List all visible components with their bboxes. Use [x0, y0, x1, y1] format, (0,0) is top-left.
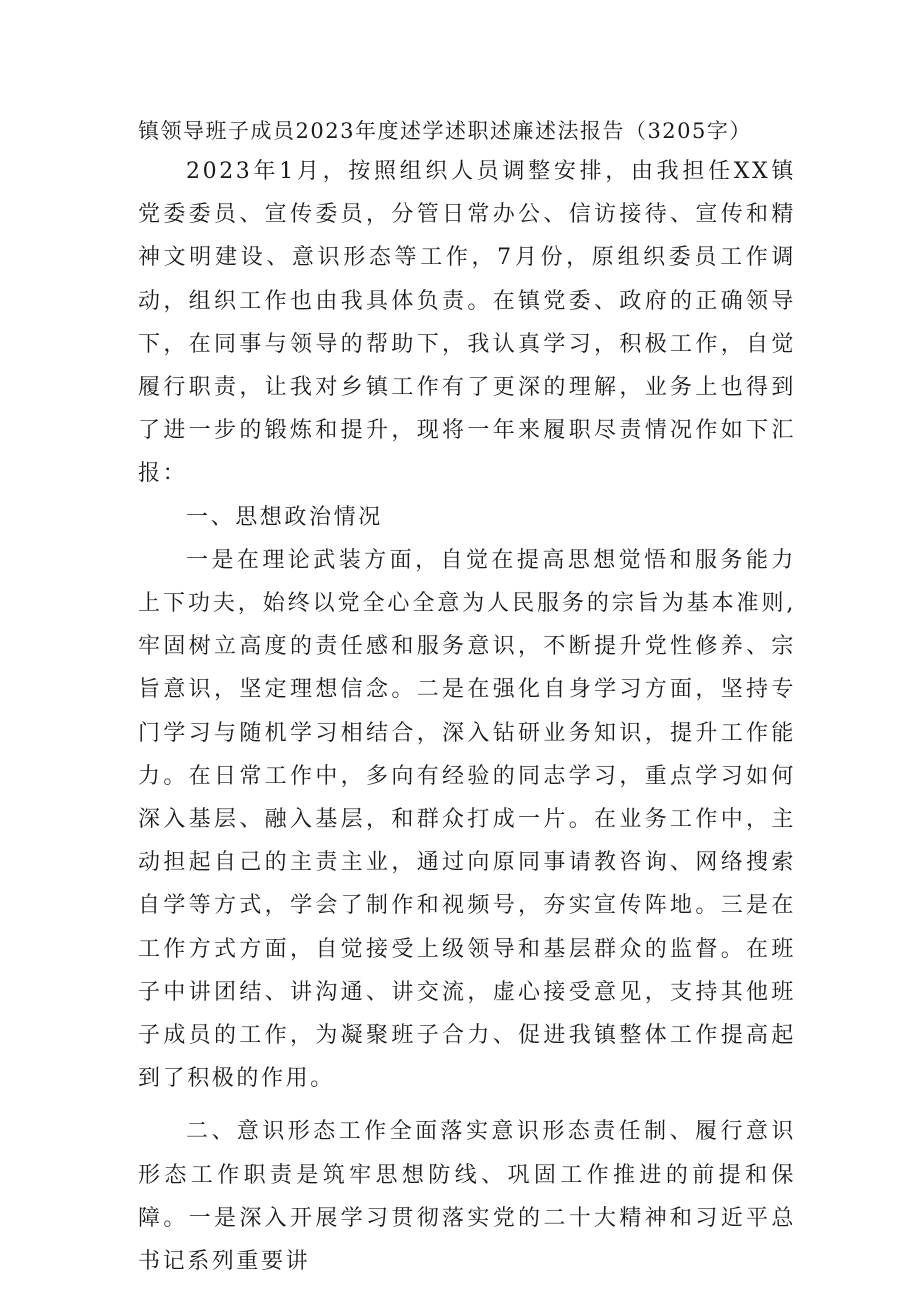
document-title: 镇领导班子成员2023年度述学述职述廉述法报告（3205字）: [138, 119, 752, 143]
document-body: [138, 112, 796, 1283]
section-2-paragraph: 二、意识形态工作全面落实意识形态责任制、履行意识形态工作职责是筑牢思想防线、巩固工作推进的前提和保障。一是深入开展学习贯彻落实党的二十大精神和习近平总书记系列重要讲: [138, 1119, 796, 1275]
section-1-paragraph: 一是在理论武装方面，自觉在提高思想觉悟和服务能力上下功夫，始终以党全心全意为人民服务的宗旨为基本准则,牢固树立高度的责任感和服务意识，不断提升党性修养、宗旨意识，坚定理想信念。二是在强化自身学习方面，坚持专门学习与随机学习相结合，深入钻研业务知识，提升工作能力。在日常工作中，多向有经验的同志学习，重点学习如何深入基层、融入基层，和群众打成一片。在业务工作中，主动担起自己的主责主业，通过向原同事请教咨询、网络搜索自学等方式，学会了制作和视频号，夯实宣传阵地。三是在工作方式方面，自觉接受上级领导和基层群众的监督。在班子中讲团结、讲沟通、讲交流，虚心接受意见，支持其他班子成员的工作，为凝聚班子合力、促进我镇整体工作提高起到了积极的作用。: [138, 547, 796, 1092]
section-heading-1: 一、思想政治情况: [186, 504, 383, 530]
intro-paragraph: 2023年1月，按照组织人员调整安排，由我担任XX镇党委委员、宣传委员，分管日常办公、信访接待、宣传和精神文明建设、意识形态等工作，7月份，原组织委员工作调动，组织工作也由我具体负责。在镇党委、政府的正确领导下，在同事与领导的帮助下，我认真学习，积极工作，自觉履行职责，让我对乡镇工作有了更深的理解，业务上也得到了进一步的锻炼和提升，现将一年来履职尽责情况作如下汇报：: [138, 159, 796, 487]
